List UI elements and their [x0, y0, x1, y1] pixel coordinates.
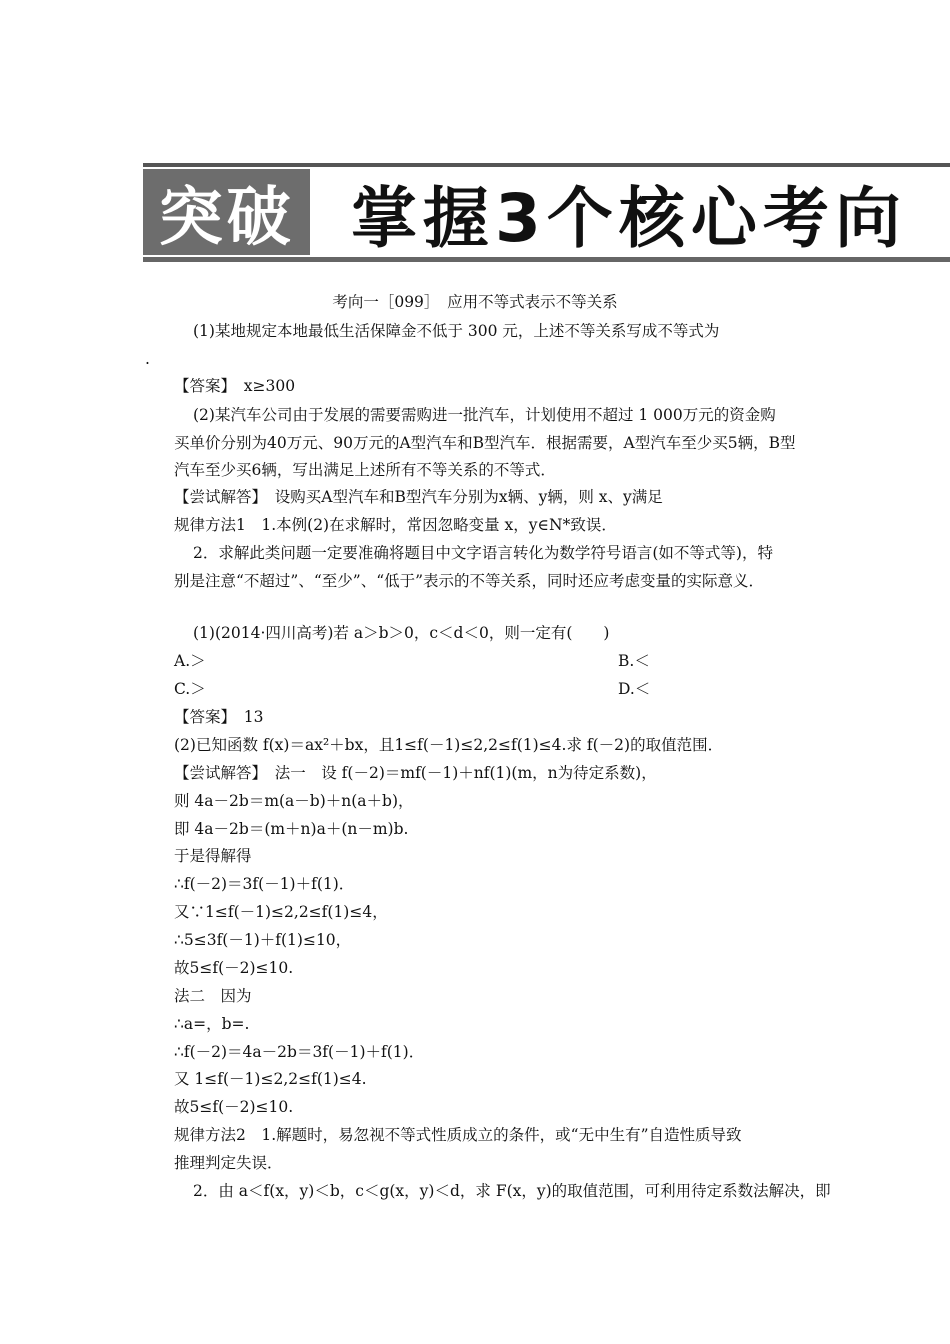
banner-label-box: [143, 169, 310, 255]
math-line: 故5≤f(－2)≤10.: [174, 959, 294, 977]
banner-title: 掌握3个核心考向: [351, 179, 907, 257]
method-line: 规律方法1 1.本例(2)在求解时，常因忽略变量 x，y∈N*致误．: [174, 516, 617, 534]
text-line: 推理判定失误．: [174, 1154, 283, 1172]
solution-line: 【尝试解答】 法一 设 f(－2)＝mf(－1)＋nf(1)(m，n为待定系数)，: [174, 764, 657, 782]
math-line: ∴a=，b=.: [174, 1015, 250, 1033]
section-heading: 考向一［099］ 应用不等式表示不等关系: [332, 293, 618, 311]
solution-line: 【尝试解答】 设购买A型汽车和B型汽车分别为x辆、y辆，则 x、y满足: [174, 488, 663, 506]
question-line: (2)已知函数 f(x)＝ax²＋bx，且1≤f(－1)≤2,2≤f(1)≤4.求 f(－2)的取值范围．: [174, 736, 724, 754]
math-line: ∴f(－2)＝4a－2b＝3f(－1)＋f(1)．: [174, 1043, 425, 1061]
option-d: D.＜: [618, 680, 651, 698]
answer-line: 【答案】 x≥300: [174, 377, 296, 395]
math-line: ∴f(－2)＝3f(－1)＋f(1)．: [174, 875, 355, 893]
text-line: (2)某汽车公司由于发展的需要需购进一批汽车，计划使用不超过 1 000万元的资金购: [193, 406, 776, 424]
math-line: 又∵1≤f(－1)≤2,2≤f(1)≤4，: [174, 903, 388, 921]
text-line: 2．由 a＜f(x，y)＜b，c＜g(x，y)＜d，求 F(x，y)的取值范围，可利用待定系数法解决，即: [193, 1182, 831, 1200]
math-line: 于是得解得: [174, 847, 252, 865]
text-line: 汽车至少买6辆，写出满足上述所有不等关系的不等式．: [174, 461, 556, 479]
math-line: 故5≤f(－2)≤10.: [174, 1098, 294, 1116]
option-b: B.＜: [618, 652, 650, 670]
question-line: (1)(2014·四川高考)若 a＞b＞0，c＜d＜0，则一定有( ): [193, 624, 610, 642]
banner-bottom-rule: [143, 257, 950, 262]
text-line: (1)某地规定本地最低生活保障金不低于 300 元，上述不等关系写成不等式为: [193, 322, 720, 340]
text-line: 买单价分别为40万元、90万元的A型汽车和B型汽车．根据需要，A型汽车至少买5辆，B型: [174, 434, 796, 452]
method-line: 规律方法2 1.解题时，易忽视不等式性质成立的条件，或“无中生有”自造性质导致: [174, 1126, 742, 1144]
math-line: 即 4a－2b＝(m＋n)a＋(n－m)b.: [174, 820, 409, 838]
text-line: 别是注意“不超过”、“至少”、“低于”表示的不等关系，同时还应考虑变量的实际意义．: [174, 572, 765, 590]
math-line: 则 4a－2b＝m(a－b)＋n(a＋b)，: [174, 792, 414, 810]
option-c: C.＞: [174, 680, 206, 698]
text-line: .: [145, 350, 150, 368]
math-line: ∴5≤3f(－1)＋f(1)≤10，: [174, 931, 352, 949]
banner-label: 突破: [158, 181, 295, 255]
text-line: 2．求解此类问题一定要准确将题目中文字语言转化为数学符号语言(如不等式等)，特: [193, 544, 773, 562]
option-a: A.＞: [174, 652, 206, 670]
math-line: 又 1≤f(－1)≤2,2≤f(1)≤4.: [174, 1070, 367, 1088]
section-banner: [143, 163, 950, 265]
math-line: 法二 因为: [174, 987, 252, 1005]
answer-line: 【答案】 13: [174, 708, 264, 726]
banner-title-box: [351, 169, 907, 255]
